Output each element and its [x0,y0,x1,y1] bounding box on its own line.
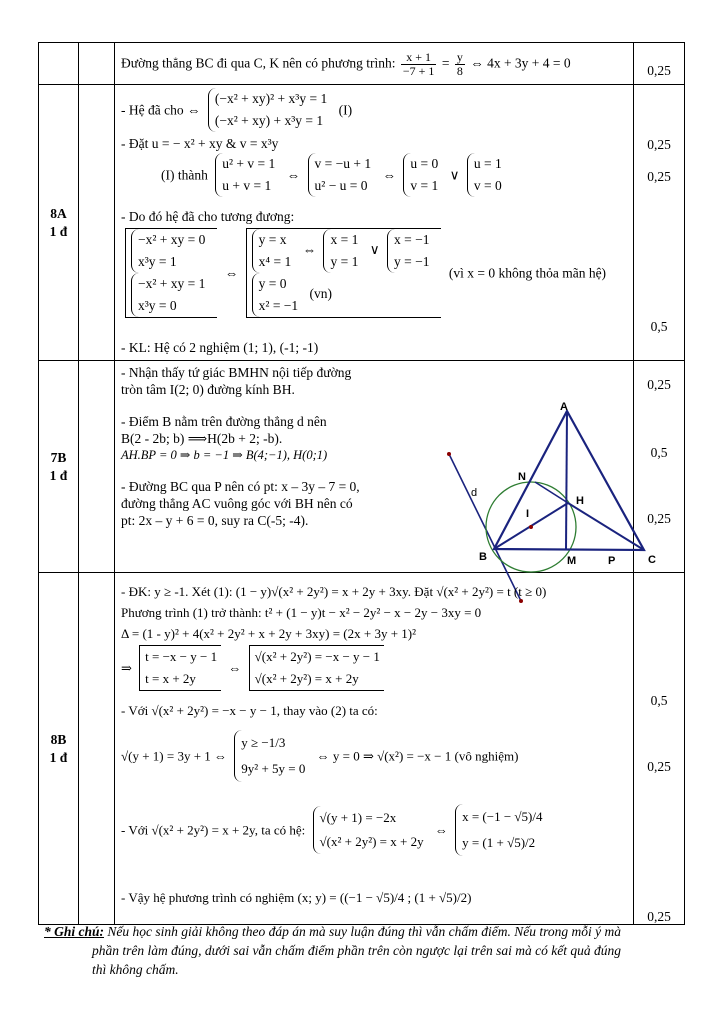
points-value: 0,25 [647,759,671,774]
footnote-text: phần trên làm đúng, dưới sai vẫn chấm điểm phần trên còn ngược lại trên sai mà có kết quả đúng [92,943,621,958]
points-value: 0,5 [650,693,668,708]
row-8b [39,573,685,925]
row-bc-line [39,43,685,85]
solution-7b: - Nhận thấy tứ giác BMHN nội tiếp đường tròn tâm I(2; 0) đường kính BH. - Điểm B nằm trên đường thẳng d nên B(2 - 2b; b) ⟹H(2b + 2; -b). AH.BP = 0 ⇒ b = −1 ⇒ B(4;−1), H(0;1) - Đường BC qua P nên có pt: x – 3y – 7 = 0, đường thẳng AC vuông góc với BH nên có pt: 2x – y + 6 = 0, suy ra C(-5; -4). [121,365,360,528]
footnote-text: Nếu học sinh giải không theo đáp án mà suy luận đúng thì vẫn chấm điểm. Nếu trong mỗi ý mà [107,924,621,939]
point-end-top [447,452,451,456]
square-bracket: −x² + xy = 0 x³y = 1 −x² + xy = 1 x³y = 0 [125,228,217,318]
fraction-y: $\frac{y}{8}$ [456,50,463,78]
label-h: H [576,495,584,507]
question-label-8a: 8A 1 đ [39,85,79,361]
question-label-7b: 7B 1 đ [39,361,79,573]
label-d: d [471,487,478,499]
altitude-am [566,411,567,550]
points-value: 0,5 [650,319,668,334]
footnote-label: * Ghi chú: [44,924,105,939]
label-p: P [608,555,616,567]
triangle-abc [494,411,644,550]
footnote [44,922,684,979]
points-value: 0,25 [647,137,671,152]
label-m: M [567,555,577,567]
points-value: 0,25 [647,63,671,78]
points-value: 0,25 [647,169,671,184]
points-value: 0,25 [647,511,671,526]
points-value: 0,5 [650,445,668,460]
solution-8a: - Hệ đã cho ⇔ (−x² + xy)² + x³y = 1 (−x² + xy) + x³y = 1 (I) - Đặt u = − x² + xy & v = x³y (I) thành u² + v = 1 u + v = 1 ⇔ v = −u + 1 u² − u = 0 ⇔ u = 0 v = 1 ∨ u = 1 v = 0 - Do đó hệ đã cho tương đương: −x² + xy = 0 x³y = 1 −x² + xy = 1 x³y = 0 ⇔ y = x x⁴ = 1 ⇔ x = 1 y = 1 ∨ x = −1 y = −1 y = 0 x² = −1 (vn) (vì x = 0 không thỏa mãn hệ) - KL: Hệ có 2 nghiệm (1; 1), (-1; -1) [115,85,633,360]
row-8a [39,85,685,361]
answer-key-page [38,42,684,925]
solution-8b: - ĐK: y ≥ -1. Xét (1): (1 − y)√(x² + 2y²) = x + 2y + 3xy. Đặt √(x² + 2y²) = t (t ≥ 0) Phương trình (1) trở thành: t² + (1 − y)t − x² − 2y² − x − 2y − 3xy = 0 Δ = (1 - y)² + 4(x² + 2y² + x + 2y + 3xy) = (2x + 3y + 1)² ⇒ t = −x − y − 1 t = x + 2y ⇔ √(x² + 2y²) = −x − y − 1 √(x² + 2y²) = x + 2y - Với √(x² + 2y²) = −x − y − 1, thay vào (2) ta có: √(y + 1) = 3y + 1 ⇔ y ≥ −1/3 9y² + 5y = 0 ⇔ y = 0 ⇒ √(x²) = −x − 1 (vô nghiệm) - Với √(x² + 2y²) = x + 2y, ta có hệ: √(y + 1) = −2x √(x² + 2y²) = x + 2y ⇔ x = (−1 − √5)/4 y = (1 + √5)/2 - Vậy hệ phương trình có nghiệm (x; y) = ((−1 − √5)/4 ; (1 + √5)/2) [121,584,547,905]
footnote-text: thì không chấm. [92,962,179,977]
system-brace: (−x² + xy)² + x³y = 1 (−x² + xy) + x³y = 1 [208,88,331,132]
points-value: 0,25 [647,377,671,392]
segment-nh [535,482,568,503]
label-n: N [518,471,526,483]
point-i [529,525,533,529]
fraction-x: $\frac{x + 1}{-7 + 1}$ [402,50,435,78]
label-b: B [479,551,487,563]
question-label-8b: 8B 1 đ [39,573,79,925]
label-c: C [648,554,656,566]
label-a: A [560,401,568,413]
label-i: I [526,508,530,520]
row-7b [39,361,685,573]
bc-line-text: Đường thẳng BC đi qua C, K nên có phương trình: [121,55,396,71]
bc-line-equation: Đường thẳng BC đi qua C, K nên có phương trình: $\frac{x + 1}{-7 + 1}$ = $\frac{y}{8}$ ⇔ 4x + 3y + 4 = 0 [121,50,571,78]
points-value: 0,25 [647,909,671,924]
answer-key-table [38,42,685,925]
